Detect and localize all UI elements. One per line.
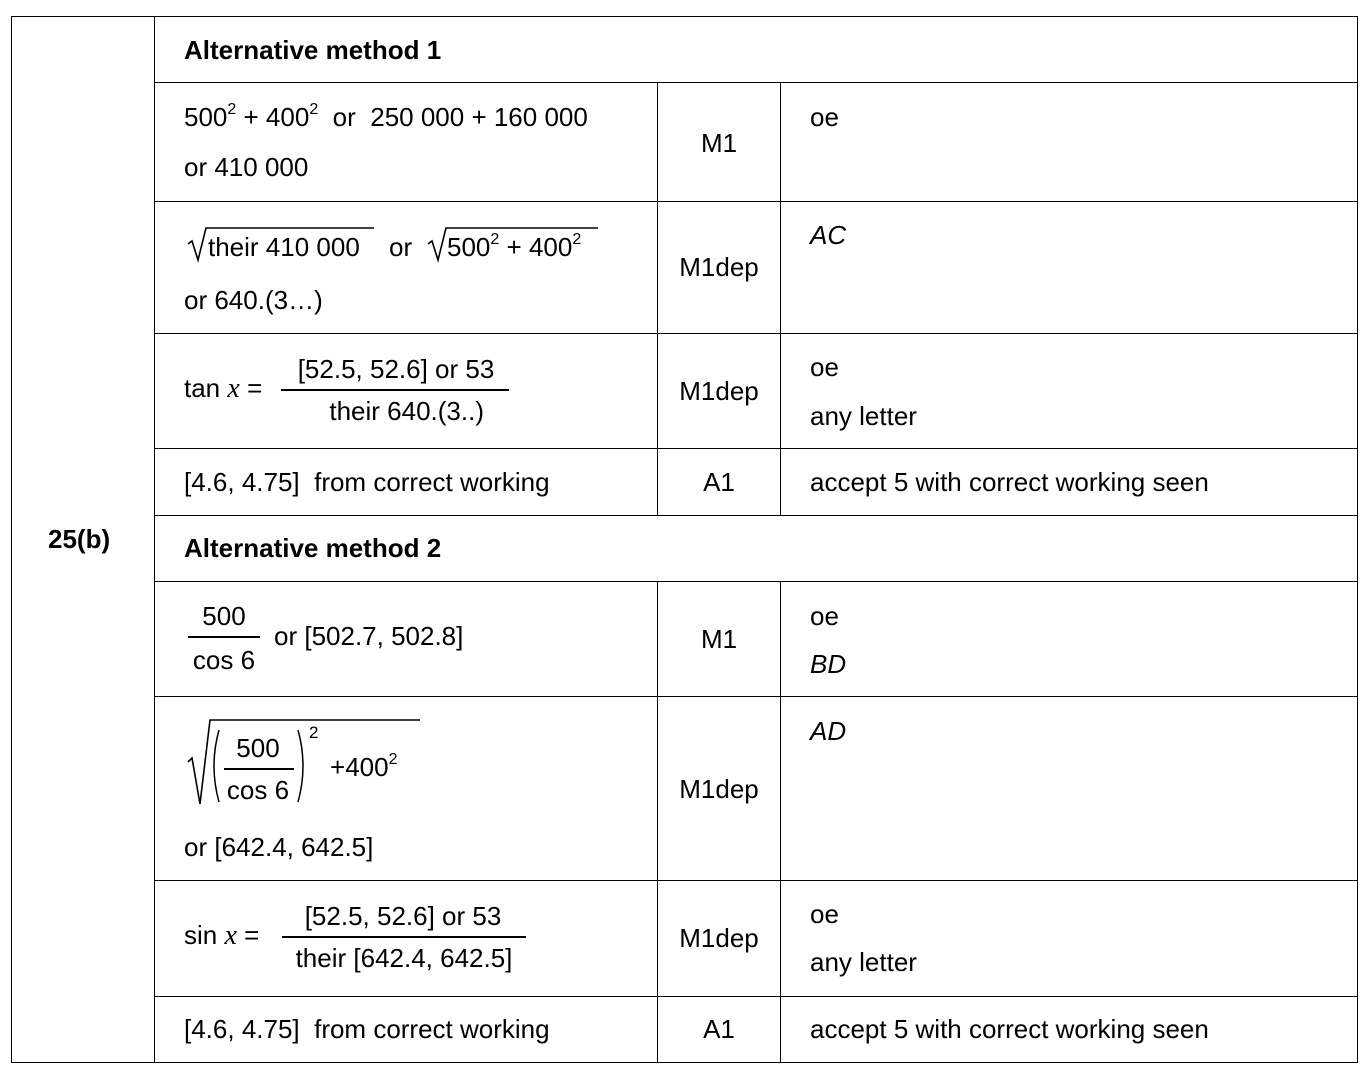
fraction-denominator: cos 6 [226, 775, 290, 805]
fraction-numerator: [52.5, 52.6] or 53 [297, 354, 495, 384]
fraction-bar [282, 936, 526, 938]
row-divider [154, 333, 1358, 334]
row-divider [154, 82, 1358, 83]
fraction-bar [224, 768, 294, 770]
fraction-denominator: their 640.(3..) [329, 396, 484, 426]
exponent: 2 [309, 723, 319, 742]
fraction-denominator: cos 6 [192, 645, 256, 675]
working-line: or 410 000 [184, 152, 309, 182]
working-line: or [642.4, 642.5] [184, 832, 374, 862]
mark-code: M1dep [679, 376, 759, 406]
working-expression: $500^2 + 400^2$ [447, 231, 582, 262]
row-divider [154, 201, 1358, 202]
comment-text: oe [810, 352, 839, 382]
working-line: [4.6, 4.75] from correct working [184, 467, 550, 497]
comment-text: AC [810, 220, 847, 250]
row-divider [154, 696, 1358, 697]
comment-text: BD [810, 649, 847, 679]
mark-code: M1 [700, 128, 738, 158]
mark-code: A1 [703, 467, 735, 497]
comment-text: accept 5 with correct working seen [810, 467, 1209, 497]
comment-text: oe [810, 601, 839, 631]
mark-code: M1 [700, 624, 738, 654]
working-line: or 640.(3…) [184, 285, 323, 315]
mark-code: M1dep [679, 252, 759, 282]
mark-column-right-divider-2 [780, 581, 781, 1063]
comment-text: oe [810, 102, 839, 132]
mark-column-right-divider-1 [780, 82, 781, 515]
fraction-numerator: 500 [202, 601, 246, 631]
method-2-heading: Alternative method 2 [184, 533, 442, 563]
equation-lhs: sin x = [184, 920, 260, 951]
working-line: [4.6, 4.75] from correct working [184, 1014, 550, 1044]
mark-code: M1dep [679, 774, 759, 804]
fraction-bar [281, 389, 509, 391]
right-parenthesis [296, 728, 310, 804]
row-divider [154, 880, 1358, 881]
working-connector: or [389, 232, 413, 262]
equation-lhs: tan x = [184, 373, 263, 404]
working-expression: $+400^2$ [330, 751, 398, 782]
working-line: $500^2 + 400^2$ or 250 000 + 160 000 [184, 101, 588, 132]
row-divider [154, 515, 1358, 516]
row-divider [154, 448, 1358, 449]
fraction-denominator: their [642.4, 642.5] [295, 943, 513, 973]
comment-text: oe [810, 899, 839, 929]
working-expression: or [502.7, 502.8] [274, 621, 464, 651]
comment-text: accept 5 with correct working seen [810, 1014, 1209, 1044]
question-label: 25(b) [48, 524, 111, 554]
working-expression: their 410 000 [208, 232, 360, 262]
fraction-bar [188, 636, 260, 638]
mark-code: M1dep [679, 923, 759, 953]
comment-text: any letter [810, 947, 917, 977]
row-divider [154, 581, 1358, 582]
method-1-heading: Alternative method 1 [184, 35, 442, 65]
question-column-divider [154, 16, 155, 1063]
left-parenthesis [207, 728, 221, 804]
comment-text: any letter [810, 401, 917, 431]
mark-code: A1 [703, 1014, 735, 1044]
fraction-numerator: [52.5, 52.6] or 53 [304, 901, 502, 931]
fraction-numerator: 500 [236, 733, 280, 763]
comment-text: AD [810, 716, 847, 746]
row-divider [154, 996, 1358, 997]
